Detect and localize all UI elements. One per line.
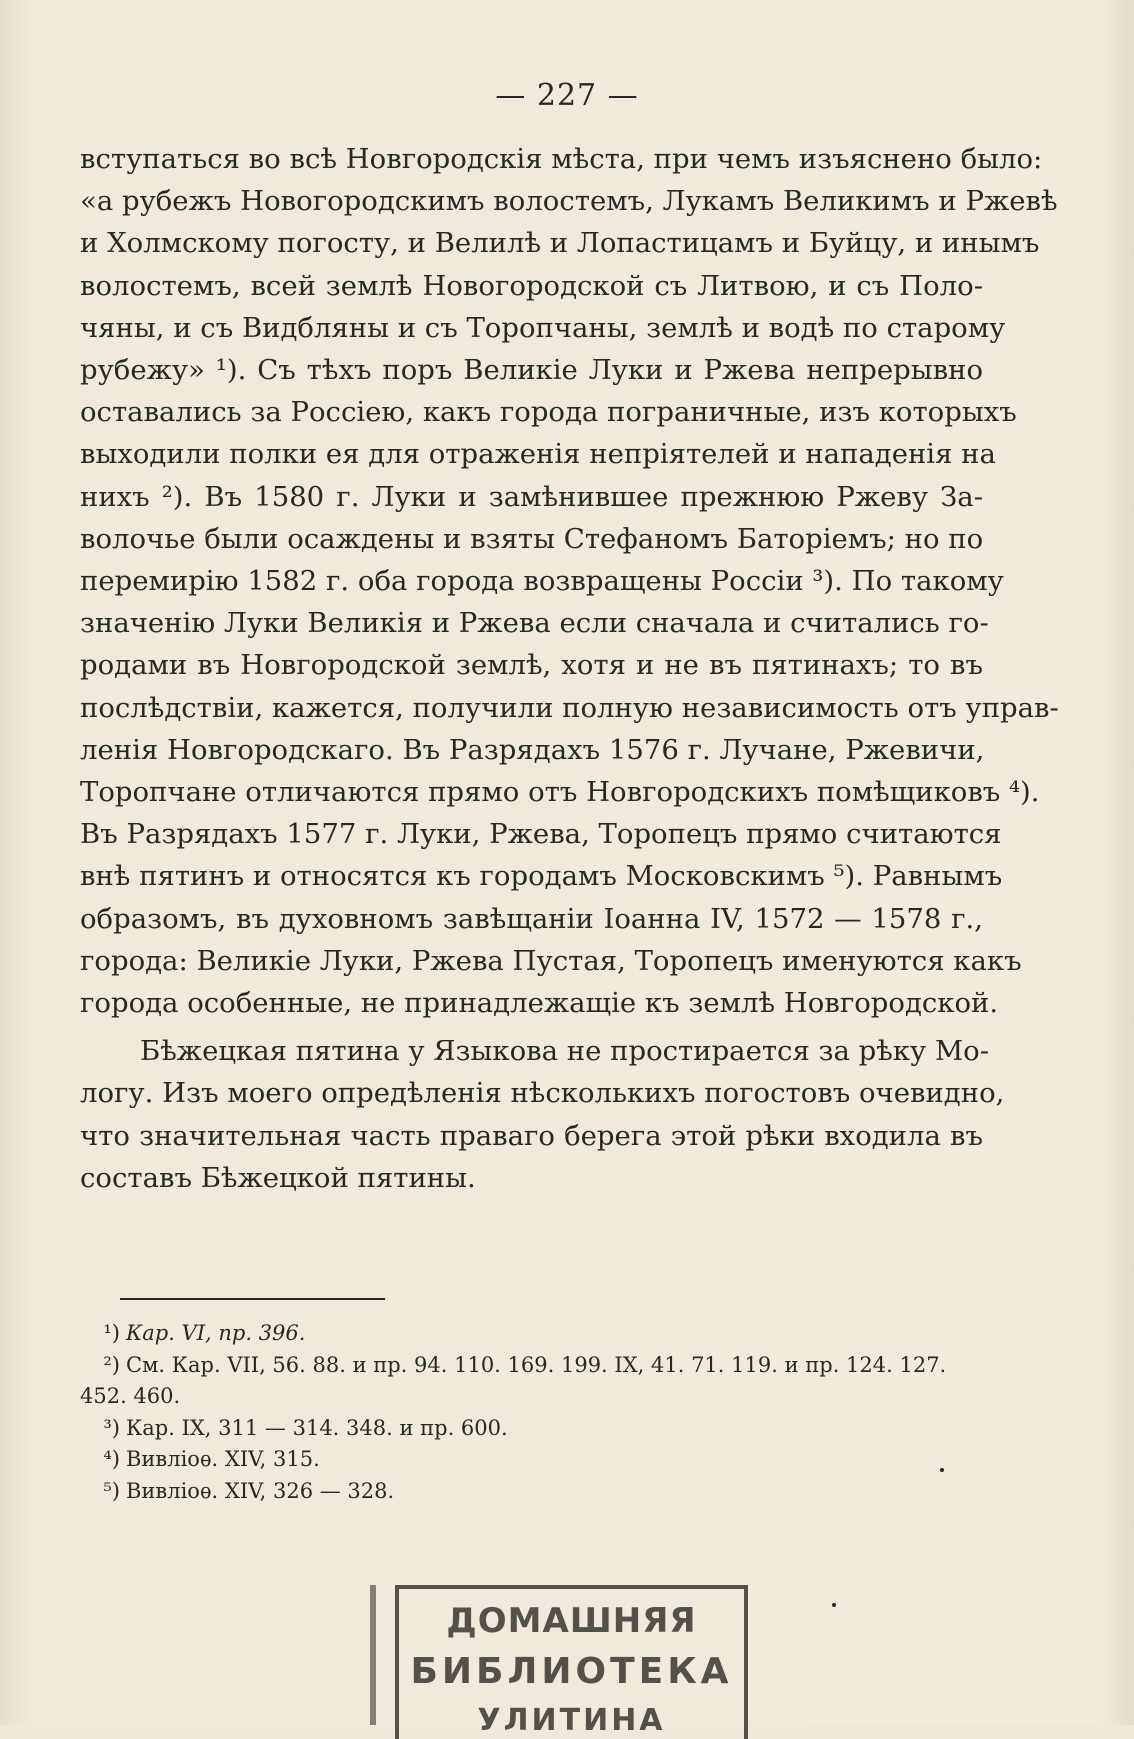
footnote-marker: ³) (103, 1415, 120, 1440)
text-line: логу. Изъ моего опредѣленія нѣсколькихъ погостовъ очевидно, (80, 1077, 1005, 1110)
footnote-rule (120, 1298, 385, 1300)
text-line: чяны, и съ Видбляны и съ Торопчаны, землѣ и водѣ по старому (80, 311, 1006, 344)
body-text (80, 138, 1059, 1199)
page-number: — 227 — (495, 78, 639, 113)
stamp-line-3: УЛИТИНА (477, 1703, 666, 1738)
text-line: образомъ, въ духовномъ завѣщаніи Іоанна IV, 1572 — 1578 г., (80, 902, 983, 935)
stamp-line-2: БИБЛИОТЕКА (410, 1651, 733, 1692)
footnote-text: Кар. VI, пр. 396. (126, 1321, 306, 1345)
text-line: и Холмскому погосту, и Велилѣ и Лопастицамъ и Буйцу, и инымъ (80, 227, 1040, 260)
footnote-text: Кар. IX, 311 — 314. 348. и пр. 600. (126, 1415, 508, 1440)
text-line: рубежу» ¹). Съ тѣхъ поръ Великіе Луки и Ржева непрерывно (80, 354, 983, 387)
text-line: перемирію 1582 г. оба города возвращены Россіи ³). По такому (80, 565, 1004, 598)
footnote (80, 1381, 983, 1413)
ink-speck (940, 1468, 944, 1472)
text-line: «а рубежъ Новогородскимъ волостемъ, Лукамъ Великимъ и Ржевѣ (80, 185, 1058, 218)
text-line: оставались за Россіею, какъ города пограничные, изъ которыхъ (80, 396, 1017, 429)
text-line: ленія Новгородскаго. Въ Разрядахъ 1576 г. Лучане, Ржевичи, (80, 733, 985, 766)
text-line: послѣдствіи, кажется, получили полную независимость отъ управ- (80, 691, 1059, 724)
text-line: города: Великіе Луки, Ржева Пустая, Торопецъ именуются какъ (80, 944, 1022, 977)
footnote (80, 1476, 983, 1508)
ink-speck (832, 1603, 836, 1607)
paragraph (80, 138, 1059, 1024)
text-line: составъ Бѣжецкой пятины. (80, 1161, 476, 1194)
text-line: родами въ Новгородской землѣ, хотя и не въ пятинахъ; то въ (80, 649, 983, 682)
text-line: что значительная часть праваго берега этой рѣки входила въ (80, 1119, 983, 1152)
footnote-marker: ¹) (103, 1321, 120, 1345)
text-line: вступаться во всѣ Новгородскія мѣста, при чемъ изъяснено было: (80, 143, 1043, 175)
library-stamp (395, 1585, 748, 1739)
paragraph (80, 1030, 1005, 1199)
text-line: нихъ ²). Въ 1580 г. Луки и замѣнившее прежнюю Ржеву За- (80, 480, 983, 513)
footnotes (80, 1318, 983, 1507)
text-line: значенію Луки Великія и Ржева если сначала и считались го- (80, 607, 989, 640)
stamp-line-1: ДОМАШНЯЯ (446, 1601, 697, 1641)
footnote (80, 1413, 983, 1445)
text-line: города особенные, не принадлежащіе къ землѣ Новгородской. (80, 987, 999, 1020)
footnote-text: 452. 460. (80, 1384, 181, 1408)
footnote-text: Вивліоѳ. XIV, 326 — 328. (126, 1478, 395, 1503)
footnote-marker: ²) (103, 1352, 120, 1377)
footnote-text: См. Кар. VII, 56. 88. и пр. 94. 110. 169. 199. IX, 41. 71. 119. и пр. 124. 127. (126, 1352, 947, 1377)
footnote (80, 1318, 983, 1350)
footnote (80, 1350, 983, 1382)
text-line: выходили полки ея для отраженія непріятелей и нападенія на (80, 438, 996, 471)
text-line: внѣ пятинъ и относятся къ городамъ Московскимъ ⁵). Равнымъ (80, 860, 1003, 893)
footnote-marker: ⁵) (103, 1478, 120, 1503)
text-line: Торопчане отличаются прямо отъ Новгородскихъ помѣщиковъ ⁴). (80, 776, 1040, 809)
text-line: волостемъ, всей землѣ Новогородской съ Литвою, и съ Поло- (80, 269, 983, 302)
stamp-frame-edge (370, 1585, 376, 1725)
text-line: Бѣжецкая пятина у Языкова не простирается за рѣку Мо- (140, 1035, 989, 1068)
text-line: волочье были осаждены и взяты Стефаномъ Баторіемъ; но по (80, 522, 984, 555)
footnote-marker: ⁴) (103, 1447, 120, 1471)
footnote (80, 1444, 983, 1476)
footnote-text: Вивліоѳ. XIV, 315. (126, 1447, 320, 1471)
text-line: Въ Разрядахъ 1577 г. Луки, Ржева, Торопецъ прямо считаются (80, 818, 1002, 851)
